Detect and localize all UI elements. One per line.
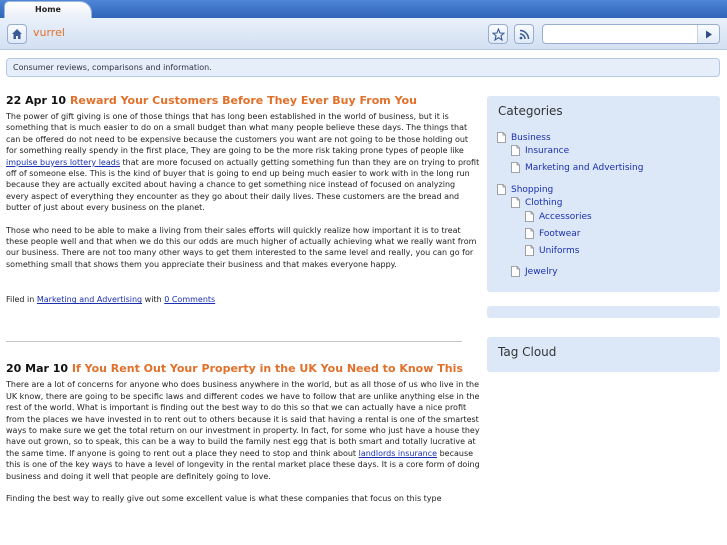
arrow-right-icon	[705, 30, 713, 39]
category-item[interactable]	[497, 184, 553, 195]
categories-box	[487, 96, 720, 292]
home-button[interactable]	[7, 24, 27, 44]
post	[6, 362, 480, 504]
category-item[interactable]	[511, 197, 562, 208]
post-paragraph: Finding the best way to really give out some excellent value is what these companies that focus on this type	[6, 493, 442, 503]
bookmark-button[interactable]	[488, 24, 508, 44]
post-meta: Filed in Marketing and Advertising with 0 Comments	[6, 295, 216, 305]
post-paragraph: The power of gift giving is one of those things that has long been established in the world of business, but it is something that is much easier to do on a small budget than what many people believe these days. The things that can be offered do not need to be expensive because the customers you want are not going to be those holding out for something really spendy in the first place, They are going to be the more risk taking prone types of people like impulse buyers lottery leads that are more focused on actually getting something fun than they are on trying to profit off of someone else. This is the kind of buyer that is going to end up being much easier to work with in the long run because they are actually excited about having a chance to get something nice instead of focused on analyzing every aspect of everything they encounter as they go about their daily lives. These customers are the bread and butter of just about every business on the planet.	[6, 112, 480, 213]
post	[6, 94, 480, 342]
document-icon	[511, 266, 520, 277]
document-icon	[511, 162, 520, 173]
category-item[interactable]	[511, 145, 569, 156]
star-icon	[492, 28, 505, 41]
search-go-button[interactable]	[697, 25, 719, 43]
category-item[interactable]	[511, 266, 558, 277]
post-paragraph: There are a lot of concerns for anyone who does business anywhere in the world, but as all those of us who live in the UK know, there are going to be specific laws and different codes we have to follow that are unlike anything else in the rest of the world. What is important is finding out the best way to do this so that we can actually have a nice profit from the places we have invested in to rent out to others because it is said that having a rental is one of the smartest ways to make sure we get the total return on our investment in property. In fact, for some who just have a house they have out grown, so to speak, this can be a way to build the family nest egg that is both smart and totally lucrative at the same time. If anyone is going to rent out a place they need to stop and think about landlords insurance because this is one of the key ways to have a level of longevity in the rental market place these days. It is a core form of doing business and doing it well that people are definitely going to love.	[6, 380, 480, 481]
search-input[interactable]	[543, 25, 695, 43]
rss-button[interactable]	[514, 24, 534, 44]
search-box	[542, 24, 720, 44]
sidebar-spacer-box	[487, 306, 720, 318]
tagcloud-box	[487, 337, 720, 372]
comments-link[interactable]: 0 Comments	[164, 295, 216, 305]
tagcloud-title: Tag Cloud	[498, 345, 557, 359]
category-label: Clothing	[525, 197, 563, 208]
post-body	[6, 379, 480, 504]
category-item[interactable]	[525, 245, 579, 256]
post-paragraph: Those who need to be able to make a living from their sales efforts will quickly realize how important it is to treat these people well and that when we do this our odds are much higher of actually achieving what we really want from our business. There are not too many other ways to get them interested to the same level and really, you can go for something small that shows them you appreciate their business and that makes everyone happy.	[6, 225, 477, 269]
tab-bar	[0, 0, 727, 18]
category-label: Shopping	[511, 184, 554, 195]
category-label: Marketing and Advertising	[525, 162, 644, 173]
main-content	[6, 92, 480, 504]
post-divider	[6, 341, 462, 342]
post-title	[6, 94, 480, 107]
post-title	[6, 362, 480, 375]
tab-home[interactable]: Home	[4, 1, 92, 19]
category-label: Accessories	[539, 211, 592, 222]
post-date: 20 Mar 10	[6, 362, 69, 376]
home-icon	[11, 28, 23, 40]
category-label: Jewelry	[525, 266, 558, 277]
rss-icon	[519, 29, 530, 40]
post-title-link[interactable]: Reward Your Customers Before They Ever Buy From You	[69, 94, 417, 107]
tagline: Consumer reviews, comparisons and information.	[6, 58, 720, 77]
post-date: 22 Apr 10	[6, 94, 67, 107]
document-icon	[525, 211, 534, 222]
category-item[interactable]	[525, 211, 592, 222]
post-body	[6, 111, 480, 270]
document-icon	[525, 245, 534, 256]
document-icon	[511, 145, 520, 156]
category-label: Insurance	[525, 145, 570, 156]
category-label: Footwear	[539, 228, 581, 239]
categories-title: Categories	[498, 104, 563, 118]
category-link[interactable]: Marketing and Advertising	[36, 295, 143, 305]
landlords-insurance-link[interactable]: landlords insurance	[358, 448, 438, 458]
post-title-link[interactable]: If You Rent Out Your Property in the UK You Need to Know This	[71, 362, 463, 376]
document-icon	[497, 132, 506, 143]
category-label: Uniforms	[539, 245, 580, 256]
document-icon	[497, 184, 506, 195]
document-icon	[525, 228, 534, 239]
category-item[interactable]	[511, 162, 643, 173]
document-icon	[511, 197, 520, 208]
impulse-buyers-link[interactable]: impulse buyers lottery leads	[6, 157, 120, 167]
category-item[interactable]	[497, 132, 551, 143]
category-label: Business	[511, 132, 551, 143]
category-item[interactable]	[525, 228, 581, 239]
site-title[interactable]: vurrel	[33, 26, 65, 39]
toolbar	[0, 18, 727, 50]
